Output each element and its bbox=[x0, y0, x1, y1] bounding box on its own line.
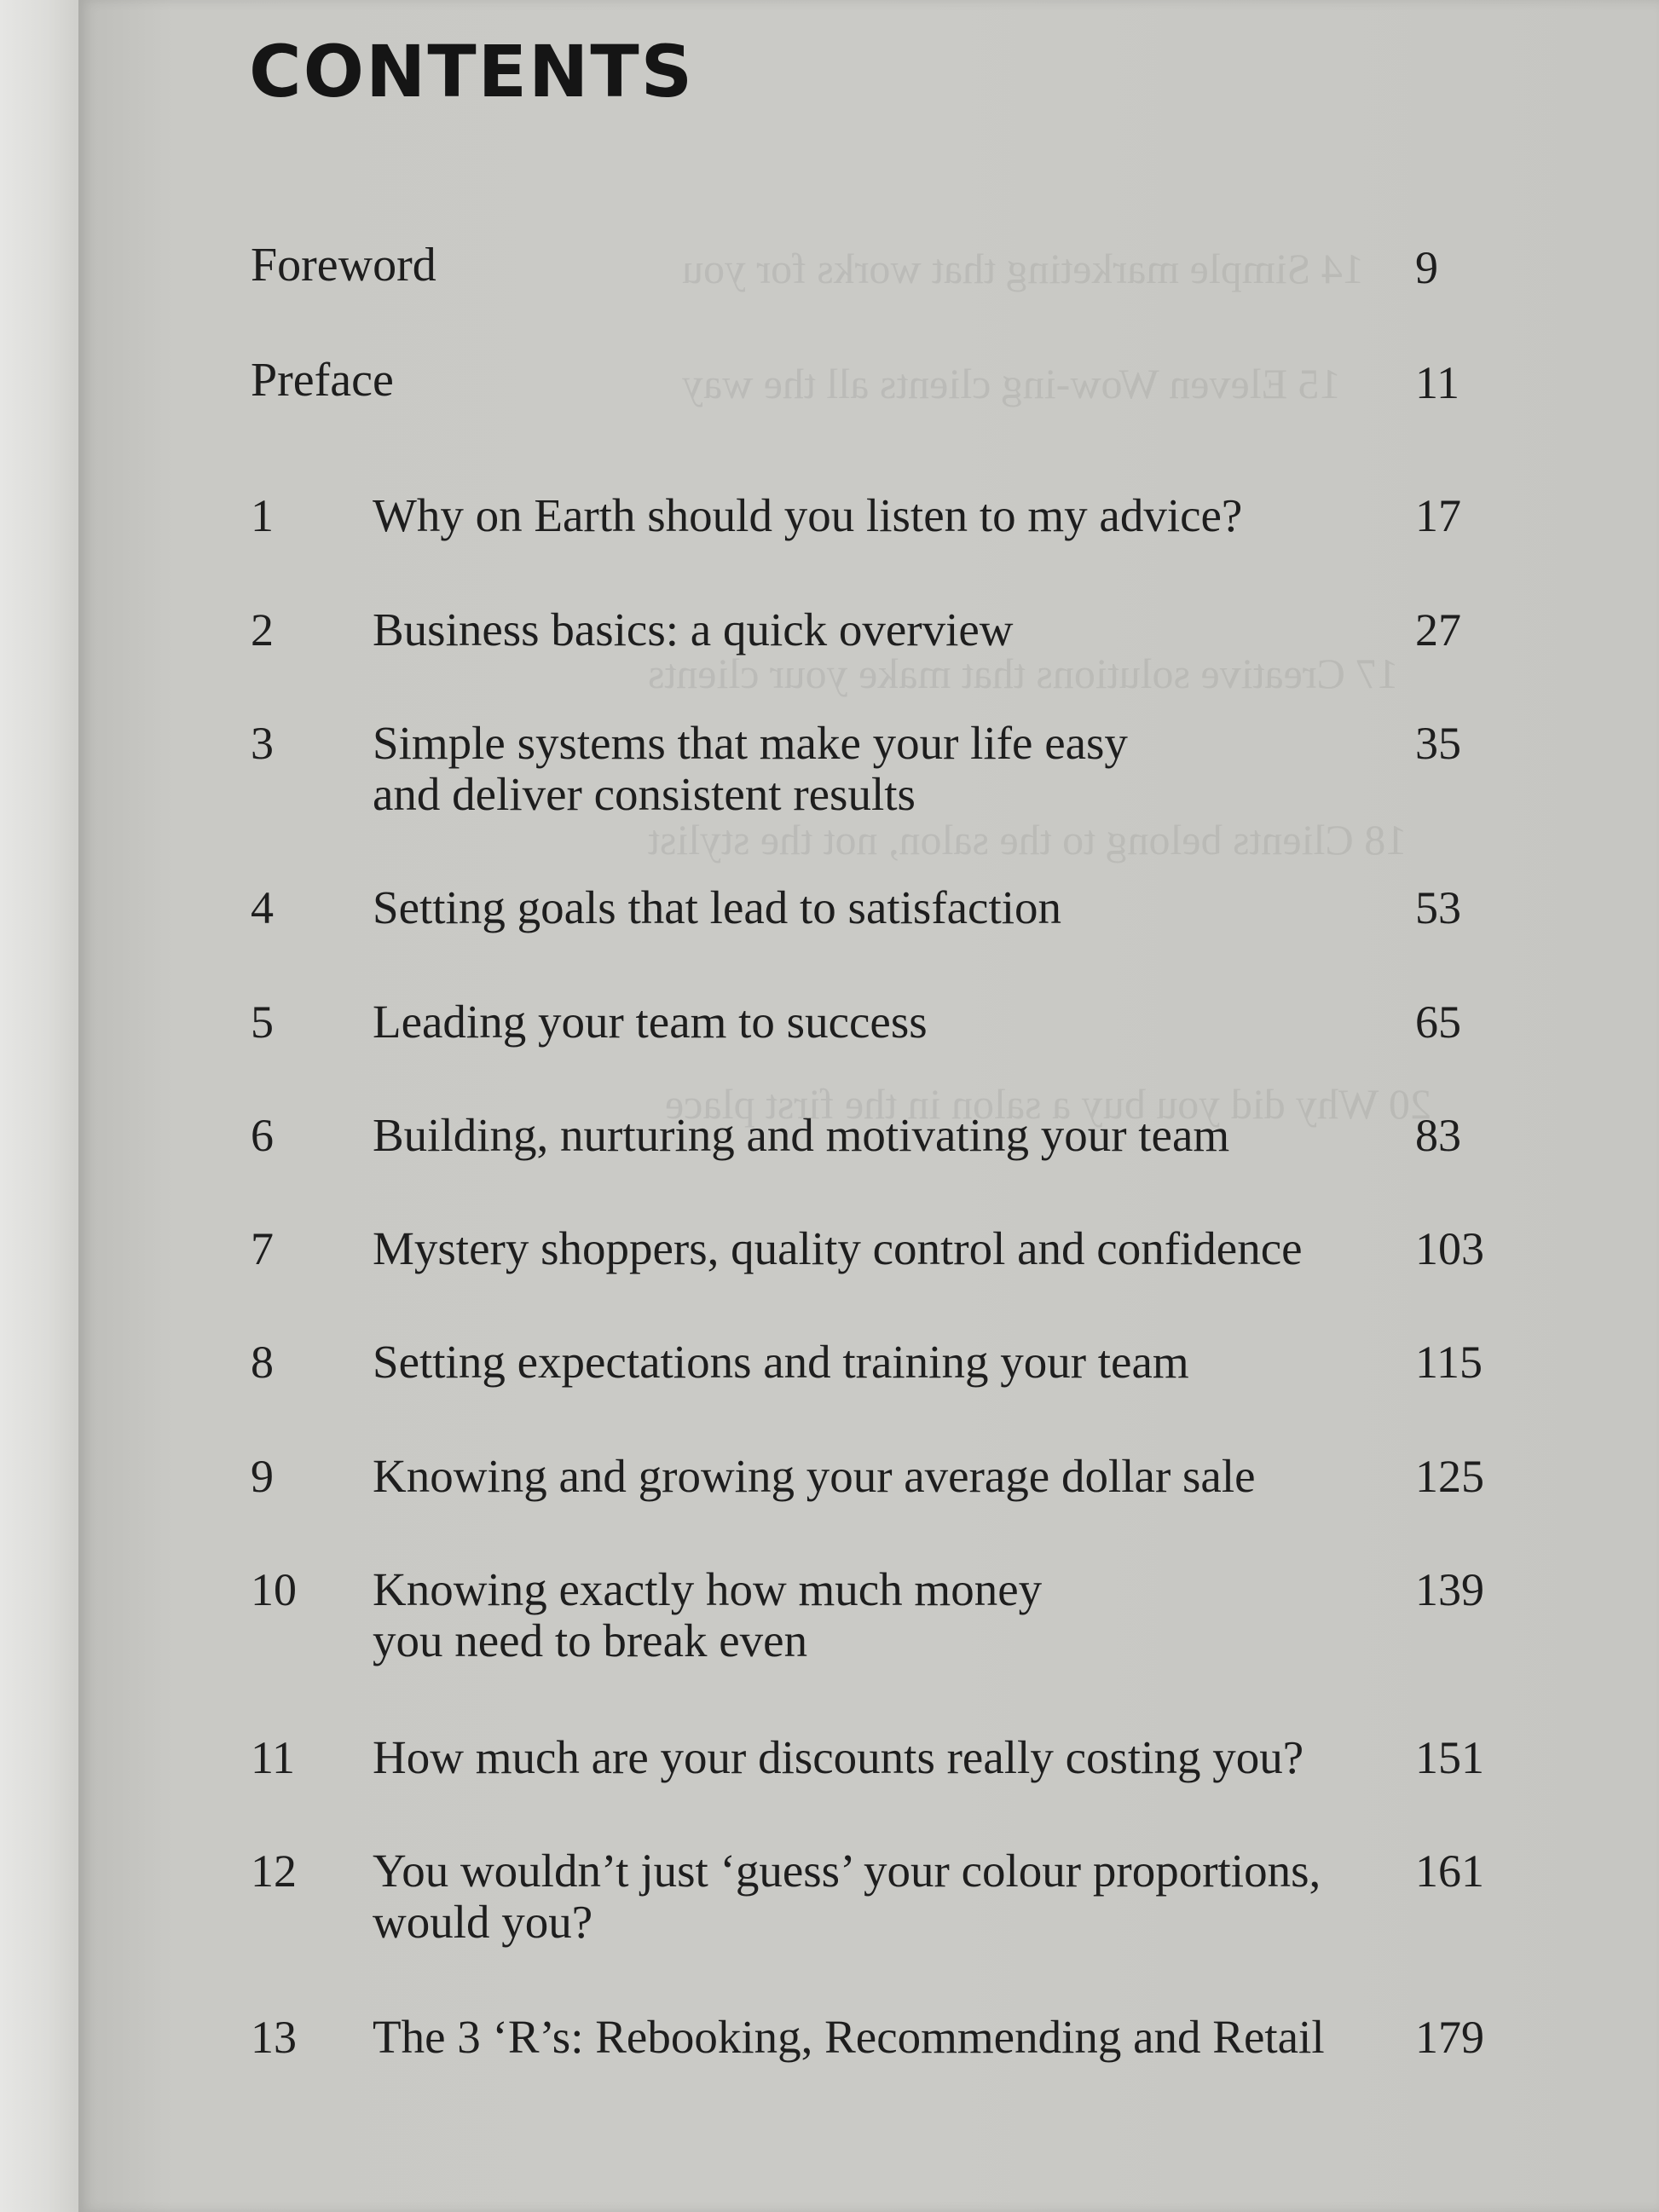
chapter-number: 3 bbox=[251, 718, 274, 769]
chapter-number: 10 bbox=[251, 1564, 297, 1615]
chapter-title: Knowing and growing your average dollar sale bbox=[373, 1450, 1256, 1502]
chapter-title: Knowing exactly how much money you need to break even bbox=[373, 1563, 1043, 1666]
chapter-title: You wouldn’t just ‘guess’ your colour proportions, would you? bbox=[373, 1845, 1321, 1948]
chapter-title: Leading your team to success bbox=[373, 996, 928, 1048]
chapter-page: 179 bbox=[1415, 2012, 1484, 2063]
chapter-number: 1 bbox=[251, 490, 274, 541]
toc-preface-label: Preface bbox=[251, 354, 394, 407]
toc-preface-page: 11 bbox=[1415, 357, 1460, 408]
chapter-page: 103 bbox=[1415, 1223, 1484, 1274]
show-through-text: 17 Creative solutions that make your clients bbox=[648, 650, 1399, 697]
chapter-title: Why on Earth should you listen to my advice? bbox=[373, 489, 1243, 541]
show-through-text: 18 Clients belong to the salon, not the stylist bbox=[648, 816, 1408, 863]
chapter-number: 8 bbox=[251, 1337, 274, 1388]
toc-foreword-label: Foreword bbox=[251, 239, 436, 292]
show-through-text: 15 Eleven Wow-ing clients all the way bbox=[682, 360, 1341, 407]
chapter-number: 5 bbox=[251, 996, 274, 1048]
chapter-page: 17 bbox=[1415, 490, 1461, 541]
chapter-number: 9 bbox=[251, 1451, 274, 1502]
chapter-title: Building, nurturing and motivating your team bbox=[373, 1109, 1230, 1161]
chapter-number: 6 bbox=[251, 1110, 274, 1161]
show-through-text: 14 Simple marketing that works for you bbox=[682, 245, 1364, 292]
chapter-page: 151 bbox=[1415, 1732, 1484, 1783]
chapter-number: 12 bbox=[251, 1845, 297, 1897]
chapter-title: Mystery shoppers, quality control and confidence bbox=[373, 1222, 1303, 1274]
chapter-number: 7 bbox=[251, 1223, 274, 1274]
chapter-title: The 3 ‘R’s: Rebooking, Recommending and Retail bbox=[373, 2011, 1325, 2063]
chapter-title: Setting expectations and training your team bbox=[373, 1336, 1189, 1388]
chapter-number: 4 bbox=[251, 882, 274, 933]
chapter-title: Simple systems that make your life easy and deliver consistent results bbox=[373, 717, 1128, 820]
page-title: CONTENTS bbox=[249, 30, 695, 113]
chapter-page: 27 bbox=[1415, 604, 1461, 656]
chapter-page: 53 bbox=[1415, 882, 1461, 933]
chapter-page: 125 bbox=[1415, 1451, 1484, 1502]
chapter-number: 2 bbox=[251, 604, 274, 656]
toc-foreword-page: 9 bbox=[1415, 242, 1438, 293]
show-through-text: 20 Why did you buy a salon in the first place bbox=[665, 1080, 1431, 1128]
chapter-page: 65 bbox=[1415, 996, 1461, 1048]
chapter-page: 115 bbox=[1415, 1337, 1483, 1388]
chapter-title: Business basics: a quick overview bbox=[373, 604, 1014, 656]
chapter-title: Setting goals that lead to satisfaction bbox=[373, 881, 1062, 933]
chapter-number: 11 bbox=[251, 1732, 295, 1783]
chapter-title: How much are your discounts really costing you? bbox=[373, 1731, 1304, 1783]
chapter-number: 13 bbox=[251, 2012, 297, 2063]
chapter-page: 83 bbox=[1415, 1110, 1461, 1161]
adjacent-page-edge bbox=[0, 0, 78, 2212]
chapter-page: 139 bbox=[1415, 1564, 1484, 1615]
chapter-page: 35 bbox=[1415, 718, 1461, 769]
chapter-page: 161 bbox=[1415, 1845, 1484, 1897]
